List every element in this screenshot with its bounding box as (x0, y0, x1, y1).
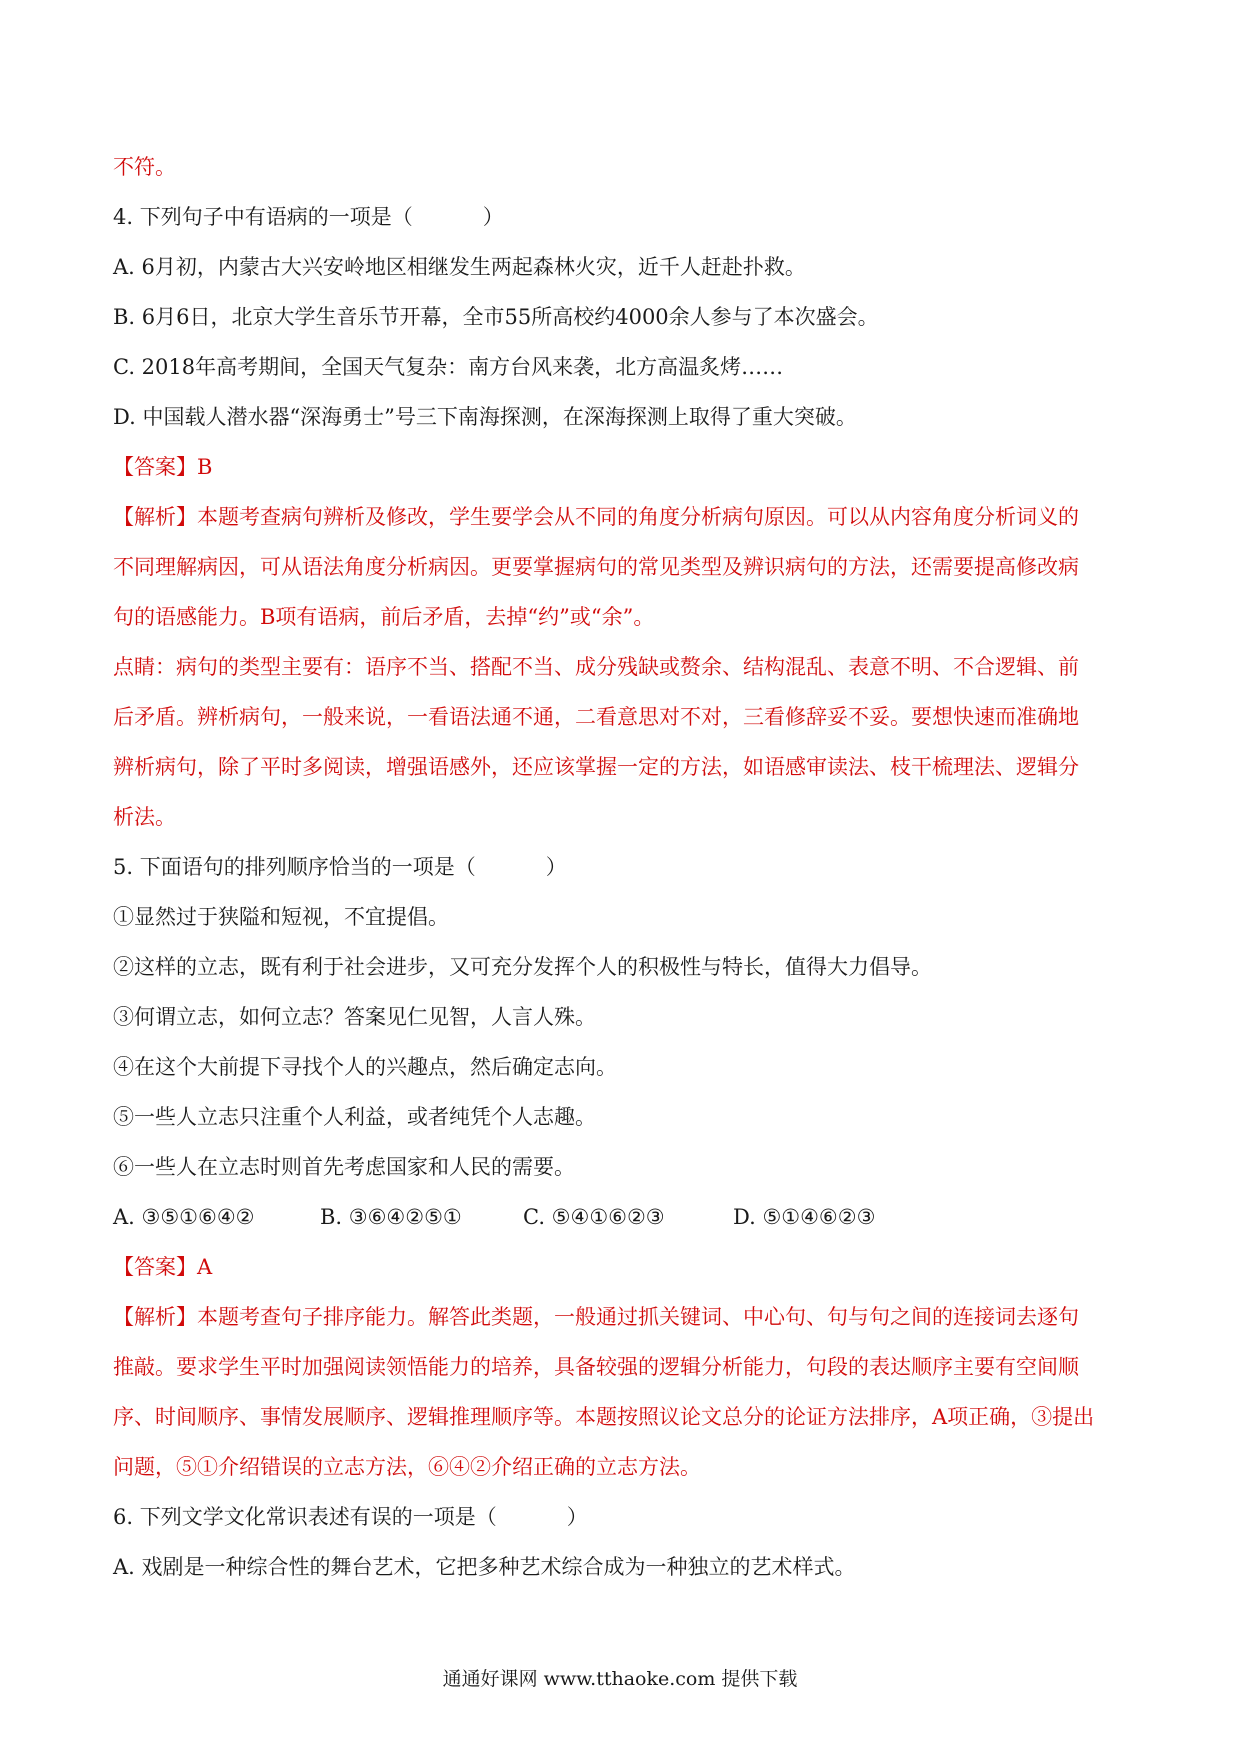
option-a: A. ③⑤①⑥④② (113, 1205, 255, 1229)
option-c: C. ⑤④①⑥②③ (523, 1205, 665, 1229)
question-5-stem (113, 852, 1133, 882)
answer-line: 【答案】B (113, 455, 213, 479)
page-content (113, 152, 1133, 1602)
option-d: D. ⑤①④⑥②③ (733, 1205, 876, 1229)
analysis-line: 不同理解病因，可从语法角度分析病因。更要掌握病句的常见类型及辨识病句的方法，还需要提高修改病 (113, 555, 1079, 579)
answer-line: 【答案】A (113, 1255, 213, 1279)
analysis-line: 序、时间顺序、事情发展顺序、逻辑推理顺序等。本题按照议论文总分的论证方法排序，A项正确，③提出 (113, 1405, 1095, 1429)
sentence-item: ⑤一些人立志只注重个人利益，或者纯凭个人志趣。 (113, 1105, 596, 1129)
sentence-item: ①显然过于狭隘和短视，不宜提倡。 (113, 905, 449, 929)
analysis-line: 句的语感能力。B项有语病，前后矛盾，去掉“约”或“余”。 (113, 605, 655, 629)
bracket-close: ） (566, 1505, 588, 1529)
analysis-line: 【解析】本题考查病句辨析及修改，学生要学会从不同的角度分析病句原因。可以从内容角度分析词义的 (113, 505, 1079, 529)
question-text: 6. 下列文学文化常识表述有误的一项是（ (113, 1505, 497, 1529)
hint-line: 辨析病句，除了平时多阅读，增强语感外，还应该掌握一定的方法，如语感审读法、枝干梳理法、逻辑分 (113, 755, 1079, 779)
question-4-stem (113, 202, 1133, 232)
sentence-item: ②这样的立志，既有利于社会进步，又可充分发挥个人的积极性与特长，值得大力倡导。 (113, 955, 932, 979)
option-c: C. 2018年高考期间，全国天气复杂：南方台风来袭，北方高温炙烤…… (113, 355, 784, 379)
hint-line: 后矛盾。辨析病句，一般来说，一看语法通不通，二看意思对不对，三看修辞妥不妥。要想快速而准确地 (113, 705, 1079, 729)
analysis-line: 【解析】本题考查句子排序能力。解答此类题，一般通过抓关键词、中心句、句与句之间的连接词去逐句 (113, 1305, 1079, 1329)
question-text: 4. 下列句子中有语病的一项是（ (113, 205, 413, 229)
question-text: 5. 下面语句的排列顺序恰当的一项是（ (113, 855, 476, 879)
sentence-item: ④在这个大前提下寻找个人的兴趣点，然后确定志向。 (113, 1055, 617, 1079)
option-a: A. 戏剧是一种综合性的舞台艺术，它把多种艺术综合成为一种独立的艺术样式。 (113, 1555, 856, 1579)
question-6-stem (113, 1502, 1133, 1532)
bracket-close: ） (545, 855, 567, 879)
option-b: B. 6月6日，北京大学生音乐节开幕，全市55所高校约4000余人参与了本次盛会。 (113, 305, 879, 329)
question-5-options (113, 1202, 1133, 1232)
hint-line: 析法。 (113, 805, 176, 829)
text-line: 不符。 (113, 155, 176, 179)
hint-line: 点睛：病句的类型主要有：语序不当、搭配不当、成分残缺或赘余、结构混乱、表意不明、不合逻辑、前 (113, 655, 1079, 679)
sentence-item: ③何谓立志，如何立志？答案见仁见智，人言人殊。 (113, 1005, 596, 1029)
analysis-line: 推敲。要求学生平时加强阅读领悟能力的培养，具备较强的逻辑分析能力，句段的表达顺序主要有空间顺 (113, 1355, 1079, 1379)
option-a: A. 6月初，内蒙古大兴安岭地区相继发生两起森林火灾，近千人赶赴扑救。 (113, 255, 806, 279)
option-b: B. ③⑥④②⑤① (320, 1205, 462, 1229)
sentence-item: ⑥一些人在立志时则首先考虑国家和人民的需要。 (113, 1155, 575, 1179)
option-d: D. 中国载人潜水器“深海勇士”号三下南海探测，在深海探测上取得了重大突破。 (113, 405, 857, 429)
analysis-line: 问题，⑤①介绍错误的立志方法，⑥④②介绍正确的立志方法。 (113, 1455, 701, 1479)
bracket-close: ） (482, 205, 504, 229)
footer-watermark: 通通好课网 www.tthaoke.com 提供下载 (442, 1668, 798, 1690)
